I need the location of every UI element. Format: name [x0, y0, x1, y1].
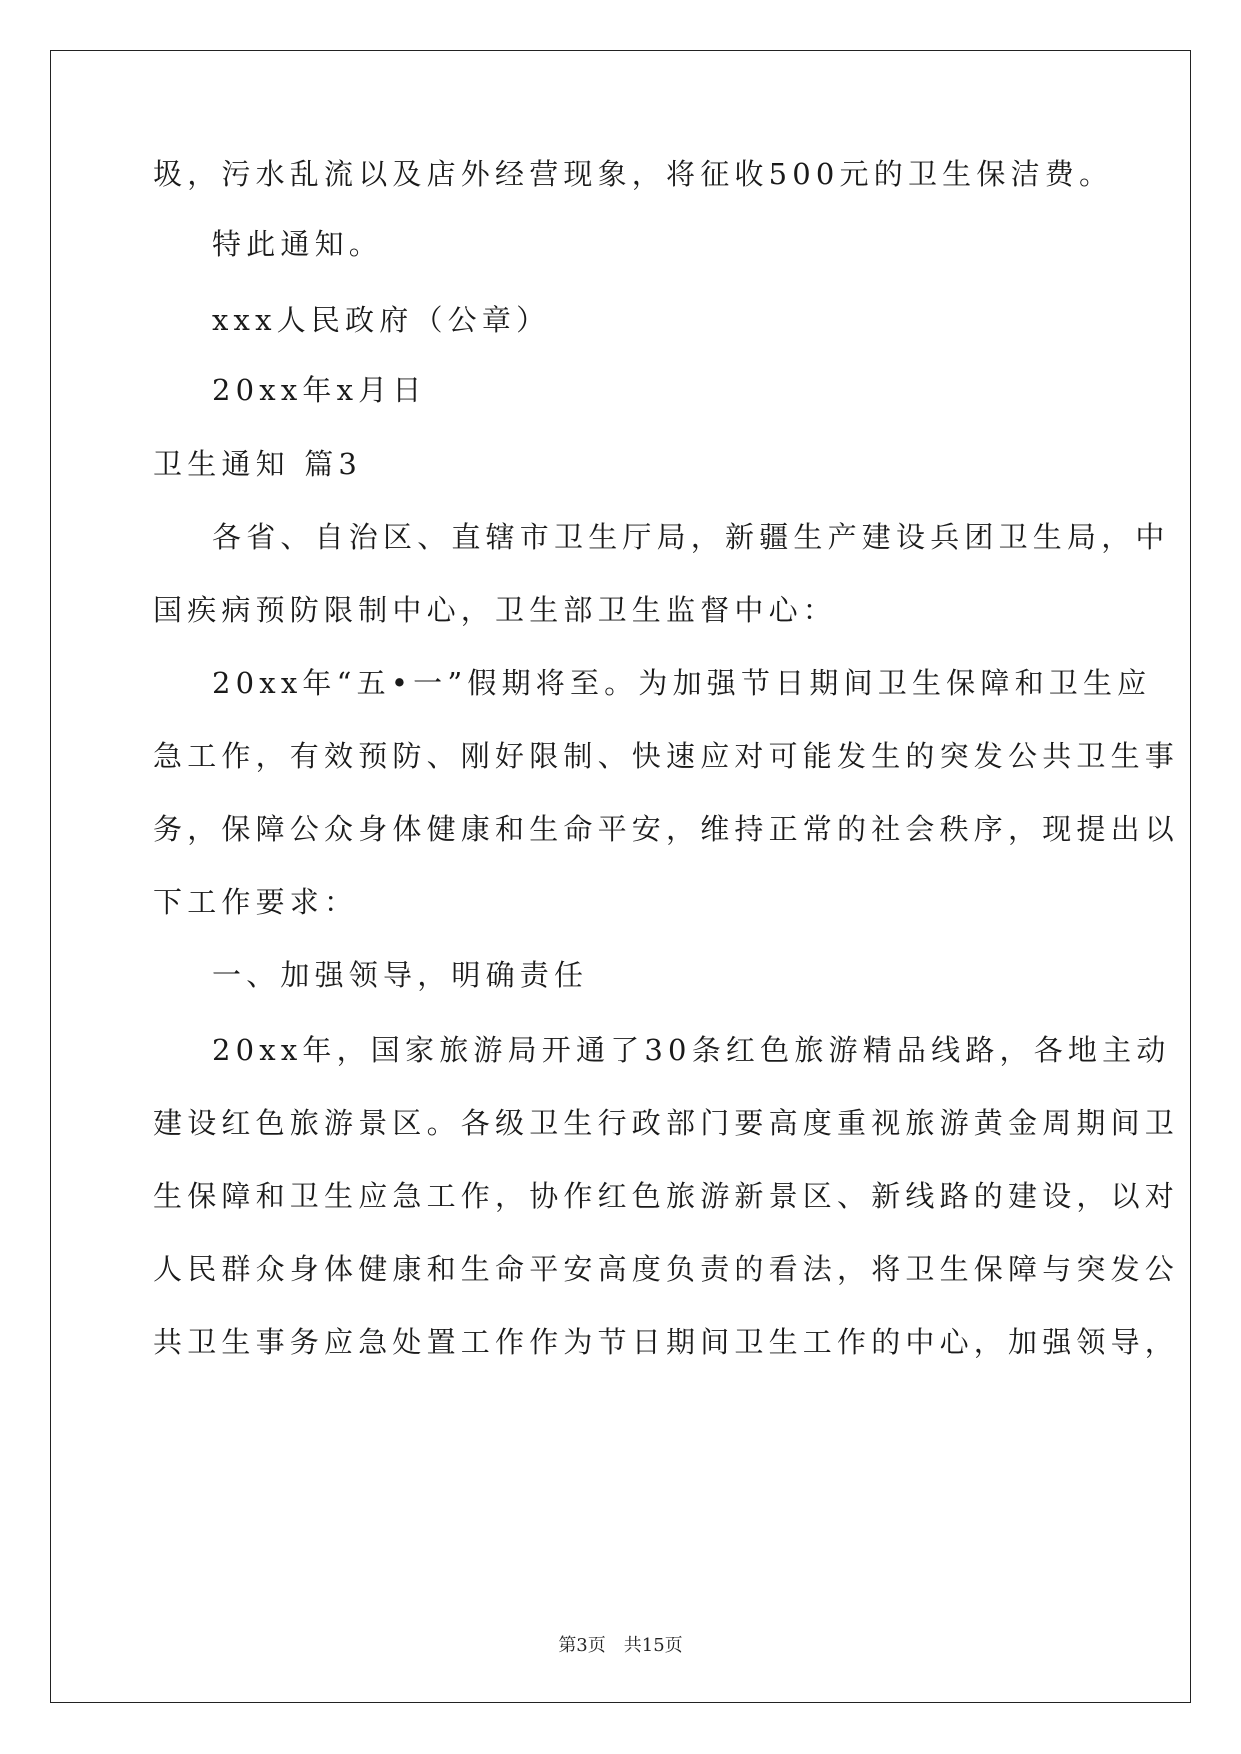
subheading-line: 一、加强领导，明确责任	[212, 958, 589, 992]
section-heading: 卫生通知 篇3	[153, 447, 363, 481]
page-number-footer: 第3页 共15页	[558, 1635, 683, 1656]
body-line-11: 下工作要求：	[153, 885, 359, 919]
body-line-1: 圾，污水乱流以及店外经营现象，将征收500元的卫生保洁费。	[153, 157, 1114, 191]
body-line-6: 各省、自治区、直辖市卫生厅局，新疆生产建设兵团卫生局，中	[212, 520, 1170, 554]
body-line-14: 建设红色旅游景区。各级卫生行政部门要高度重视旅游黄金周期间卫	[153, 1106, 1180, 1140]
body-line-10: 务，保障公众身体健康和生命平安，维持正常的社会秩序，现提出以	[153, 812, 1180, 846]
body-line-8: 20xx年“五•一”假期将至。为加强节日期间卫生保障和卫生应	[212, 666, 1152, 700]
page-border	[50, 50, 1191, 1703]
body-line-13: 20xx年，国家旅游局开通了30条红色旅游精品线路，各地主动	[212, 1033, 1171, 1067]
body-line-7: 国疾病预防限制中心，卫生部卫生监督中心：	[153, 593, 838, 627]
body-line-17: 共卫生事务应急处置工作作为节日期间卫生工作的中心，加强领导，	[153, 1325, 1180, 1359]
body-line-16: 人民群众身体健康和生命平安高度负责的看法，将卫生保障与突发公	[153, 1252, 1180, 1286]
body-line-15: 生保障和卫生应急工作，协作红色旅游新景区、新线路的建设，以对	[153, 1179, 1180, 1213]
body-line-9: 急工作，有效预防、刚好限制、快速应对可能发生的突发公共卫生事	[153, 739, 1180, 773]
signature-line: xxx人民政府（公章）	[212, 303, 551, 337]
closing-line: 特此通知。	[212, 227, 384, 261]
date-line: 20xx年x月日	[212, 373, 427, 407]
